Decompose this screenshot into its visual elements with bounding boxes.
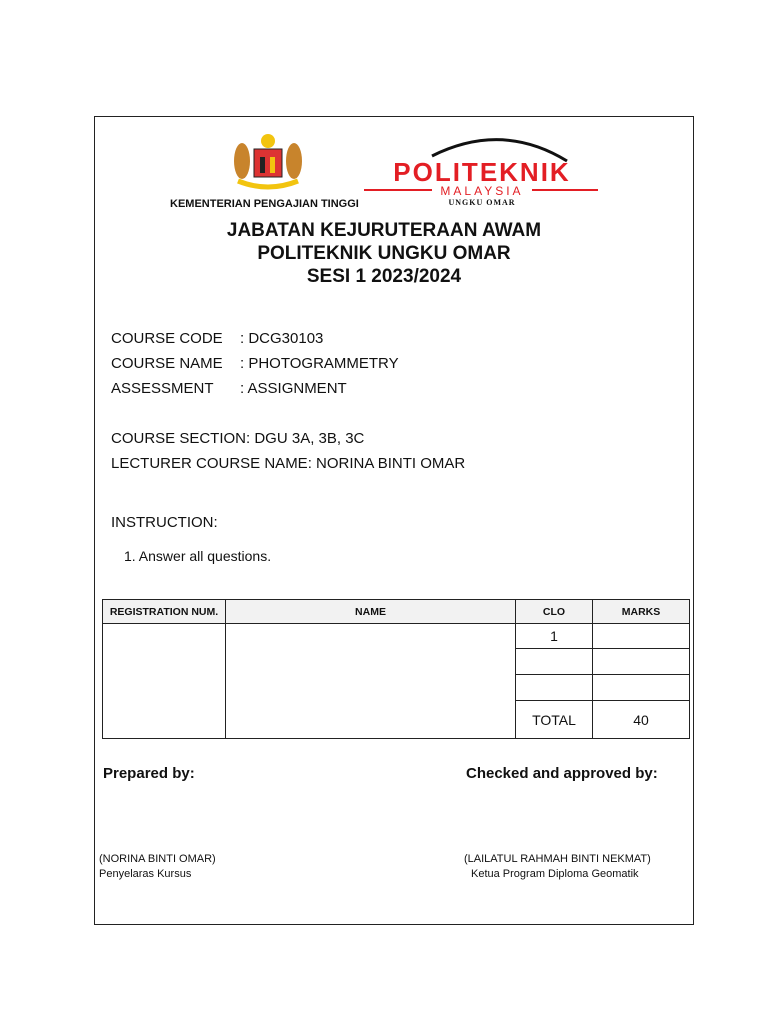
clo-cell bbox=[516, 649, 593, 675]
assessment-label: ASSESSMENT bbox=[111, 380, 214, 397]
assessment: : ASSIGNMENT bbox=[240, 380, 347, 397]
institution-title: POLITEKNIK UNGKU OMAR bbox=[257, 243, 511, 264]
checked-label: Checked and approved by: bbox=[466, 765, 658, 782]
politeknik-logo bbox=[362, 126, 602, 206]
logo-campus: UNGKU OMAR bbox=[448, 198, 516, 206]
course-name: : PHOTOGRAMMETRY bbox=[240, 355, 399, 372]
instruction-label: INSTRUCTION: bbox=[111, 514, 218, 531]
clo-cell bbox=[516, 675, 593, 701]
checked-role: Ketua Program Diploma Geomatik bbox=[471, 868, 639, 880]
header-registration: REGISTRATION NUM. bbox=[103, 600, 226, 624]
total-marks: 40 bbox=[593, 701, 690, 739]
total-label: TOTAL bbox=[516, 701, 593, 739]
prepared-role: Penyelaras Kursus bbox=[99, 868, 192, 880]
course-name-label: COURSE NAME bbox=[111, 355, 223, 372]
prepared-label: Prepared by: bbox=[103, 765, 195, 782]
checked-name: (LAILATUL RAHMAH BINTI NEKMAT) bbox=[464, 853, 651, 865]
header-marks: MARKS bbox=[593, 600, 690, 624]
course-code: : DCG30103 bbox=[240, 330, 324, 347]
instruction-item: 1. Answer all questions. bbox=[124, 548, 272, 564]
department-title: JABATAN KEJURUTERAAN AWAM bbox=[226, 220, 542, 241]
registration-cell[interactable] bbox=[103, 624, 226, 739]
course-section: COURSE SECTION: DGU 3A, 3B, 3C bbox=[111, 430, 365, 447]
logo-text: POLITEKNIK bbox=[393, 157, 571, 187]
marks-table bbox=[102, 599, 690, 739]
prepared-name: (NORINA BINTI OMAR) bbox=[99, 853, 216, 865]
marks-cell[interactable] bbox=[593, 624, 690, 649]
header-name: NAME bbox=[226, 600, 516, 624]
marks-cell[interactable] bbox=[593, 675, 690, 701]
clo-cell: 1 bbox=[516, 624, 593, 649]
ministry-name: KEMENTERIAN PENGAJIAN TINGGI bbox=[170, 198, 359, 210]
marks-cell[interactable] bbox=[593, 649, 690, 675]
session-title: SESI 1 2023/2024 bbox=[306, 266, 462, 287]
course-code-label: COURSE CODE bbox=[111, 330, 223, 347]
lecturer: LECTURER COURSE NAME: NORINA BINTI OMAR bbox=[111, 455, 466, 472]
header-clo: CLO bbox=[516, 600, 593, 624]
name-cell[interactable] bbox=[226, 624, 516, 739]
logo-sub: MALAYSIA bbox=[440, 184, 524, 198]
coat-of-arms-logo bbox=[230, 131, 306, 191]
